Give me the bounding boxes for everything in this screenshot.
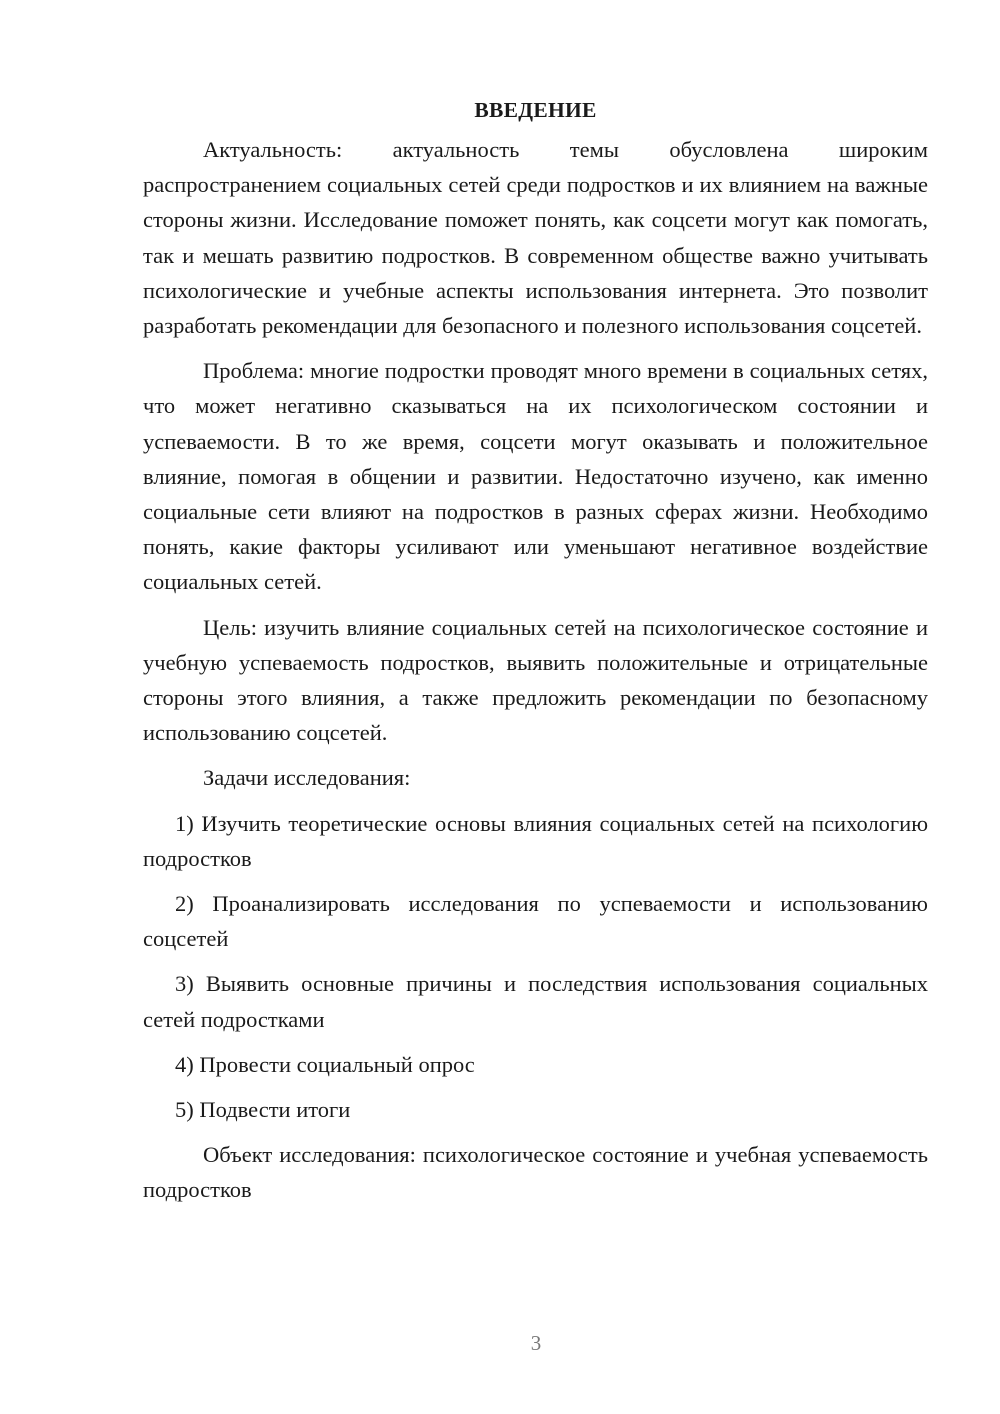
tasks-heading: Задачи исследования:	[203, 765, 411, 791]
paragraph-problem: Проблема: многие подростки проводят много времени в социальных сетях, что может негативно сказываться на их психологическом состоянии и успеваемости. В то же время, соцсети могут оказывать и положительное влияние, помогая в общении и развитии. Недостаточно изучено, как именно социальные сети влияют на подростков в разных сферах жизни. Необходимо понять, какие факторы усиливают или уменьшают негативное воздействие социальных сетей.	[143, 358, 928, 595]
task-item-2: 2) Проанализировать исследования по успеваемости и использованию соцсетей	[143, 891, 928, 952]
section-title: ВВЕДЕНИЕ	[474, 98, 597, 122]
page-number: 3	[530, 1331, 542, 1355]
paragraph-relevance: Актуальность: актуальность темы обусловлена широким распространением социальных сетей среди подростков и их влиянием на важные стороны жизни. Исследование поможет понять, как соцсети могут как помогать, так и мешать развитию подростков. В современном обществе важно учитывать психологические и учебные аспекты использования интернета. Это позволит разработать рекомендации для безопасного и полезного использования соцсетей.	[143, 137, 928, 339]
task-item-4: 4) Провести социальный опрос	[175, 1051, 475, 1077]
paragraph-object: Объект исследования: психологическое состояние и учебная успеваемость подростков	[143, 1142, 928, 1203]
task-item-3: 3) Выявить основные причины и последствия использования социальных сетей подростками	[143, 971, 928, 1032]
paragraph-goal: Цель: изучить влияние социальных сетей на психологическое состояние и учебную успеваемость подростков, выявить положительные и отрицательные стороны этого влияния, а также предложить рекомендации по безопасному использованию соцсетей.	[143, 614, 928, 746]
task-item-5: 5) Подвести итоги	[175, 1097, 351, 1123]
task-item-1: 1) Изучить теоретические основы влияния социальных сетей на психологию подростков	[143, 810, 928, 871]
document-page	[143, 92, 928, 1218]
